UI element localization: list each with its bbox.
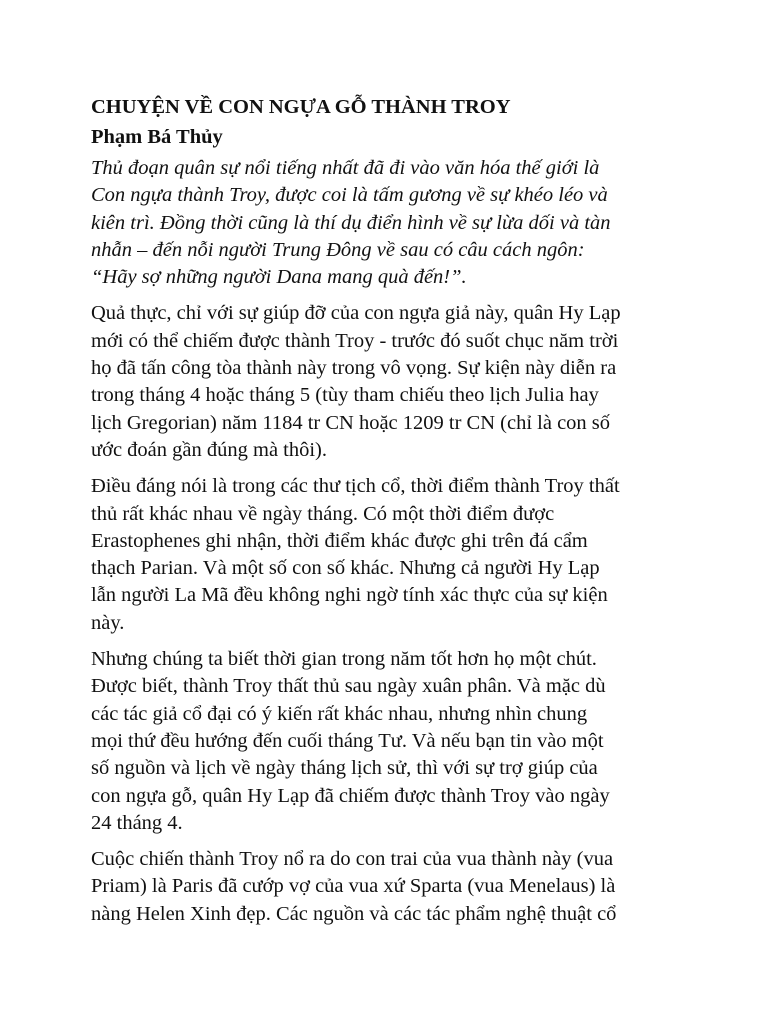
paragraph-line: thạch Parian. Và một số con số khác. Nhưng cả người Hy Lạp (91, 557, 600, 580)
intro-line: nhẫn – đến nỗi người Trung Đông về sau có câu cách ngôn: (91, 238, 585, 261)
paragraph-line: số nguồn và lịch về ngày tháng lịch sử, thì với sự trợ giúp của (91, 757, 598, 780)
paragraph-line: Priam) là Paris đã cướp vợ của vua xứ Sparta (vua Menelaus) là (91, 875, 616, 898)
paragraph-line: nàng Helen Xinh đẹp. Các nguồn và các tác phẩm nghệ thuật cổ (91, 902, 617, 925)
paragraph-line: mới có thể chiếm được thành Troy - trước đó suốt chục năm trời (91, 329, 619, 352)
paragraph-line: Được biết, thành Troy thất thủ sau ngày xuân phân. Và mặc dù (91, 675, 606, 698)
paragraph-line: Quả thực, chỉ với sự giúp đỡ của con ngựa giả này, quân Hy Lạp (91, 302, 621, 325)
document-author: Phạm Bá Thủy (91, 126, 223, 148)
document-title: CHUYỆN VỀ CON NGỰA GỖ THÀNH TROY (91, 96, 511, 118)
body-paragraph-4 (91, 846, 691, 928)
intro-line: kiên trì. Đồng thời cũng là thí dụ điển hình về sự lừa dối và tàn (91, 211, 611, 234)
body-paragraph-2 (91, 473, 691, 637)
document-page (91, 94, 691, 937)
paragraph-line: họ đã tấn công tòa thành này trong vô vọng. Sự kiện này diễn ra (91, 357, 617, 380)
body-paragraph-3 (91, 646, 691, 837)
paragraph-line: thủ rất khác nhau về ngày tháng. Có một thời điểm được (91, 502, 555, 525)
paragraph-line: Điều đáng nói là trong các thư tịch cổ, thời điểm thành Troy thất (91, 475, 620, 498)
paragraph-line: Cuộc chiến thành Troy nổ ra do con trai của vua thành này (vua (91, 848, 614, 871)
intro-line: Con ngựa thành Troy, được coi là tấm gương về sự khéo léo và (91, 184, 608, 207)
paragraph-line: Erastophenes ghi nhận, thời điểm khác được ghi trên đá cẩm (91, 529, 588, 552)
paragraph-line: trong tháng 4 hoặc tháng 5 (tùy tham chiếu theo lịch Julia hay (91, 384, 599, 407)
paragraph-line: này. (91, 611, 125, 634)
intro-paragraph (91, 155, 691, 291)
paragraph-line: các tác giả cổ đại có ý kiến rất khác nhau, nhưng nhìn chung (91, 702, 588, 725)
intro-line: Thủ đoạn quân sự nổi tiếng nhất đã đi vào văn hóa thế giới là (91, 157, 600, 179)
intro-line: “Hãy sợ những người Dana mang quà đến!”. (91, 266, 467, 289)
paragraph-line: 24 tháng 4. (91, 811, 183, 834)
paragraph-line: lịch Gregorian) năm 1184 tr CN hoặc 1209 tr CN (chỉ là con số (91, 411, 611, 434)
paragraph-line: con ngựa gỗ, quân Hy Lạp đã chiếm được thành Troy vào ngày (91, 784, 610, 807)
paragraph-line: ước đoán gần đúng mà thôi). (91, 438, 328, 461)
paragraph-line: Nhưng chúng ta biết thời gian trong năm tốt hơn họ một chút. (91, 648, 597, 671)
paragraph-line: lẫn người La Mã đều không nghi ngờ tính xác thực của sự kiện (91, 584, 608, 607)
paragraph-line: mọi thứ đều hướng đến cuối tháng Tư. Và nếu bạn tin vào một (91, 729, 604, 752)
body-paragraph-1 (91, 300, 691, 464)
